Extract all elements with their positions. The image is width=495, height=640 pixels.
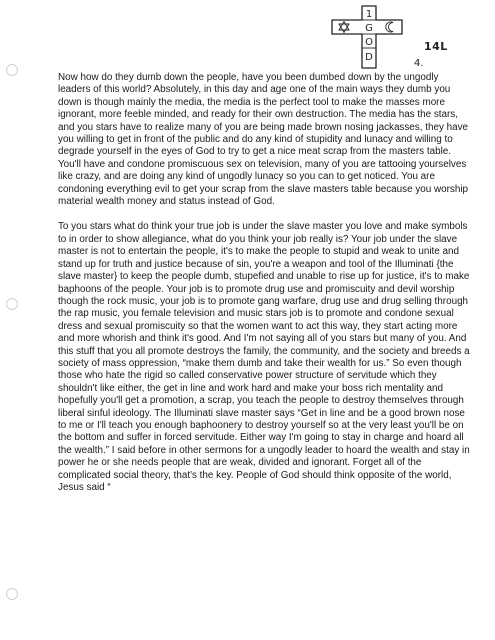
punch-hole bbox=[6, 588, 18, 600]
handwritten-code: 14L bbox=[424, 40, 448, 53]
paragraph: To you stars what do think your true job is under the slave master you love and make symbols to in order to show allegiance, what do you think your job really is? Your job under the slave master is not to entertain the people, it's to make the people to stupid and weak to unite and stand up for truth and justice because of sin, you're a weapon and tool of the Illuminati {the slave master} to keep the people dumb, stupefied and unable to rise up for justice, it's to make baphoons of the people. Your job is to promote drug use and promiscuity and devil worship though the rock music, your job is to promote gang warfare, drug use and drug selling through the rap music, you female television and music stars job is to promote and condone sexual dress and sexual promiscuity so that the women want to act this way, they start acting more and more whorish and think it's good. And I'm not saying all of you stars but many of you. And this stuff that you all promote destroys the family, the community, and the society and breeds a society of mass oppression, “make them dumb and take their wealth for us.” So even though those who hate the rigid so called conservative power structure of servitude which they shouldn't like either, the get in line and work hard and make your boss rich mentality and hopefully you'll get a promotion, a scrap, you teach the people to destroy themselves through liberal sinful ideology. The Illuminati slave master says “Get in line and be a good brown nose to me or I'll teach you enough baphoonery to destroy yourself so at the very least you'll be on the bottom and suffer in forced servitude. Either way I'm going to stay in charge and hoard all the wealth.” I said before in other sermons for a ungodly leader to hoard the wealth and stay in power he or she needs people that are weak, divided and ignorant. Forget all of the complicated social theory, that's the key. People of God should think opposite of the world, Jesus said “ bbox=[58, 221, 470, 493]
paragraph: Now how do they dumb down the people, have you been dumbed down by the ungodly leaders of this world? Absolutely, in this day and age one of the main ways they dumb you down is though mainly the media, the media is the perfect tool to make the masses more ignorant, more feeble minded, and ready for their own destruction. The media has the stars, and you stars have to realize many of you are being made brown nosing jackasses, they have you willing to get in front of the public and do any kind of stupidity and lunacy and willing to degrade yourself in the eyes of God to try to get a nice meat scrap from the masters table. You'll have and condone promiscuous sex on television, many of you are tattooing yourselves like crazy, and are doing any kind of ungodly lunacy so you can to get noticed. You are condoning everything evil to get your scrap from the slave masters table because you worship material wealth money and status instead of God. bbox=[58, 72, 469, 208]
page-number: 4. bbox=[414, 58, 424, 69]
cross-letter: G bbox=[365, 23, 373, 34]
crescent-moon-icon bbox=[386, 22, 393, 32]
cross-letter: D bbox=[365, 52, 373, 63]
punch-hole bbox=[6, 298, 18, 310]
punch-hole bbox=[6, 64, 18, 76]
cross-letter: O bbox=[365, 37, 373, 48]
sermon-body bbox=[58, 72, 470, 507]
cross-letter: 1 bbox=[365, 9, 373, 20]
hand-drawn-cross-emblem bbox=[330, 4, 412, 70]
star-of-david-icon bbox=[339, 22, 349, 33]
